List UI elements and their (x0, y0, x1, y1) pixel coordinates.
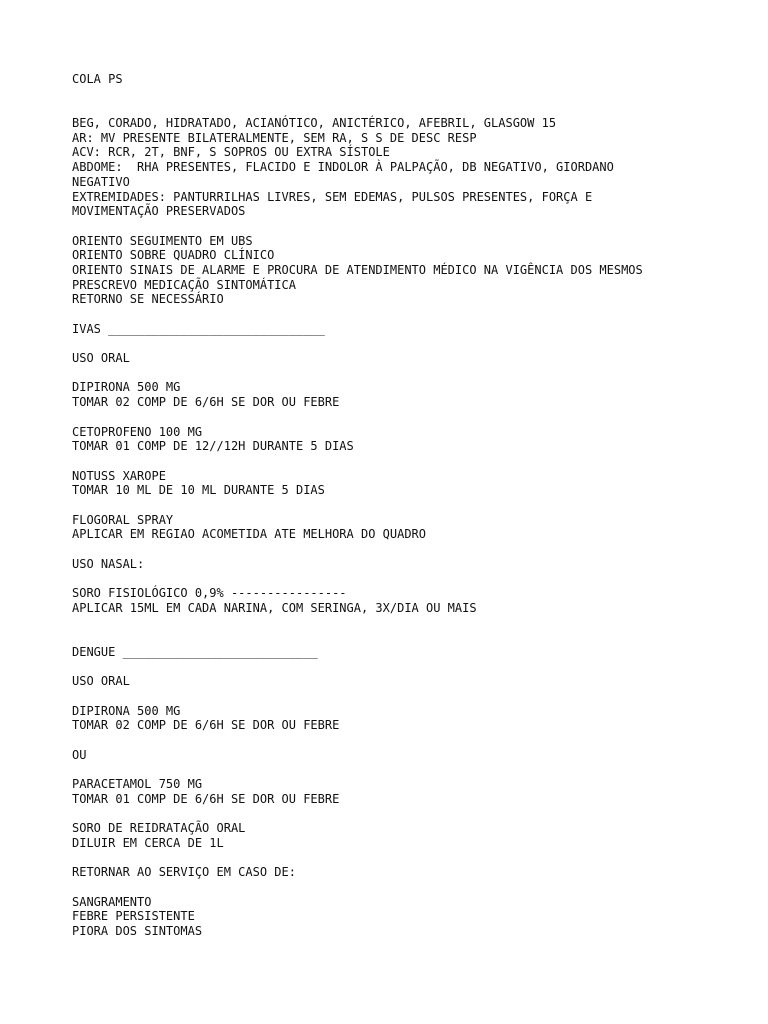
document-page (72, 72, 712, 939)
warning-item: PIORA DOS SINTOMAS (72, 923, 203, 938)
med-name: FLOGORAL SPRAY (72, 512, 174, 527)
section-heading: IVAS ______________________________ (72, 321, 325, 336)
med-name: CETOPROFENO 100 MG (72, 424, 203, 439)
orientation-line: ORIENTO SINAIS DE ALARME E PROCURA DE ATENDIMENTO MÉDICO NA VIGÊNCIA DOS MESMOS (72, 262, 643, 277)
med-instruction: TOMAR 01 COMP DE 6/6H SE DOR OU FEBRE (72, 791, 340, 806)
exam-line: BEG, CORADO, HIDRATADO, ACIANÓTICO, ANICTÉRICO, AFEBRIL, GLASGOW 15 (72, 116, 557, 131)
exam-line: ABDOME: RHA PRESENTES, FLACIDO E INDOLOR À PALPAÇÃO, DB NEGATIVO, GIORDANO (72, 160, 614, 175)
med-instruction: TOMAR 10 ML DE 10 ML DURANTE 5 DIAS (72, 483, 325, 498)
exam-line: EXTREMIDADES: PANTURRILHAS LIVRES, SEM EDEMAS, PULSOS PRESENTES, FORÇA E (72, 189, 593, 204)
med-name: NOTUSS XAROPE (72, 468, 166, 483)
med-name: PARACETAMOL 750 MG (72, 777, 203, 792)
warning-item: FEBRE PERSISTENTE (72, 909, 195, 924)
physical-exam-block (72, 116, 712, 219)
or-label: OU (72, 747, 87, 762)
exam-line: NEGATIVO (72, 174, 130, 189)
warning-item: SANGRAMENTO (72, 894, 152, 909)
exam-line: AR: MV PRESENTE BILATERALMENTE, SEM RA, S S DE DESC RESP (72, 130, 477, 145)
med-instruction: TOMAR 01 COMP DE 12//12H DURANTE 5 DIAS (72, 439, 354, 454)
exam-line: ACV: RCR, 2T, BNF, S SOPROS OU EXTRA SÍSTOLE (72, 145, 390, 160)
orientations-block (72, 234, 712, 307)
route-label: USO ORAL (72, 674, 130, 689)
doc-title: COLA PS (72, 72, 123, 86)
exam-line: MOVIMENTAÇÃO PRESERVADOS (72, 204, 246, 219)
orientation-line: ORIENTO SEGUIMENTO EM UBS (72, 233, 253, 248)
dengue-section (72, 645, 712, 939)
med-instruction: TOMAR 02 COMP DE 6/6H SE DOR OU FEBRE (72, 395, 340, 410)
med-name: SORO DE REIDRATAÇÃO ORAL (72, 821, 246, 836)
ivas-section (72, 322, 712, 616)
orientation-line: RETORNO SE NECESSÁRIO (72, 292, 224, 307)
med-name: DIPIRONA 500 MG (72, 703, 181, 718)
med-name: DIPIRONA 500 MG (72, 380, 181, 395)
section-heading: DENGUE ___________________________ (72, 644, 318, 659)
med-instruction: APLICAR EM REGIAO ACOMETIDA ATE MELHORA DO QUADRO (72, 527, 427, 542)
med-name: SORO FISIOLÓGICO 0,9% ---------------- (72, 586, 347, 601)
orientation-line: ORIENTO SOBRE QUADRO CLÍNICO (72, 248, 275, 263)
route-label: USO NASAL: (72, 556, 145, 571)
route-label: USO ORAL (72, 351, 130, 366)
return-label: RETORNAR AO SERVIÇO EM CASO DE: (72, 865, 296, 880)
med-instruction: DILUIR EM CERCA DE 1L (72, 835, 224, 850)
med-instruction: APLICAR 15ML EM CADA NARINA, COM SERINGA, 3X/DIA OU MAIS (72, 600, 477, 615)
orientation-line: PRESCREVO MEDICAÇÃO SINTOMÁTICA (72, 277, 296, 292)
med-instruction: TOMAR 02 COMP DE 6/6H SE DOR OU FEBRE (72, 718, 340, 733)
